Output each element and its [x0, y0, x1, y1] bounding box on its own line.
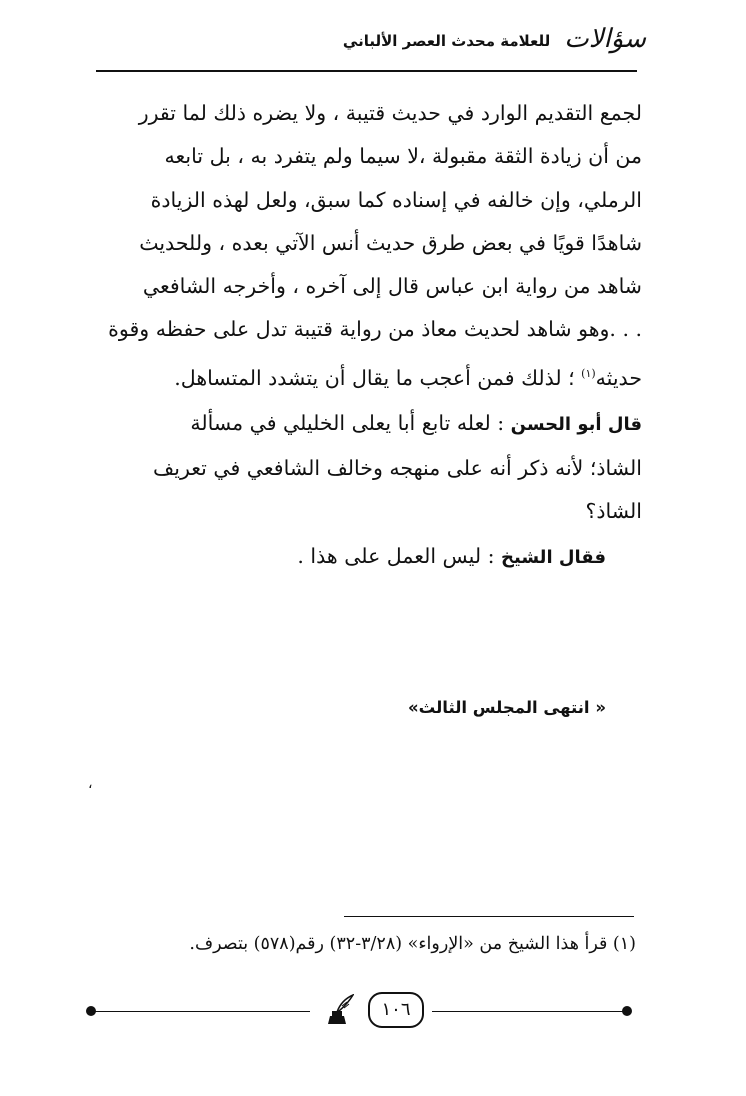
ornament-line-right: [432, 1011, 626, 1012]
footnote-rule: [344, 916, 634, 917]
stray-mark: ،: [88, 776, 93, 792]
question-line: الشاذ؟: [585, 499, 642, 523]
body-line: شاهدًا قويًا في بعض طرق حديث أنس الآتي بعده ، وللحديث: [139, 230, 642, 255]
body-line: لجمع التقديم الوارد في حديث قتيبة ، ولا يضره ذلك لما تقرر: [138, 101, 642, 125]
question-paragraph: [102, 402, 642, 534]
body-line: . . .وهو شاهد لحديث معاذ من رواية قتيبة تدل على حفظه وقوة: [108, 317, 642, 342]
body-last-line: [102, 352, 642, 400]
answer-text: : ليس العمل على هذا .: [297, 544, 502, 568]
footnote-reference: (١): [581, 366, 596, 380]
page-footer-ornament: [86, 992, 632, 1032]
running-header: [343, 26, 646, 52]
question-speaker: قال أبو الحسن: [510, 414, 642, 435]
header-logo: سؤالات: [564, 24, 646, 54]
body-line: الرملي، وإن خالفه في إسناده كما سبق، ولعل لهذه الزيادة: [150, 187, 642, 212]
footnote: (١) قرأ هذا الشيخ من «الإرواء» (٣/٢٨-٣٢) رقم(٥٧٨) بتصرف.: [189, 934, 636, 954]
page-number: ١٠٦: [368, 992, 424, 1028]
inkwell-quill-icon: [320, 994, 354, 1028]
body-line: شاهد من رواية ابن عباس قال إلى آخره ، وأخرجه الشافعي: [142, 274, 642, 299]
question-text: : لعله تابع أبا يعلى الخليلي في مسألة: [190, 411, 511, 435]
body-paragraph: [102, 92, 642, 400]
header-rule: [96, 70, 637, 72]
header-subtitle: للعلامة محدث العصر الألباني: [342, 32, 551, 50]
answer-speaker: فقال الشيخ: [501, 547, 606, 568]
session-end-note: « انتهى المجلس الثالث»: [407, 698, 606, 717]
ornament-dot-right: [622, 1006, 632, 1016]
body-last-rest: ؛ لذلك فمن أعجب ما يقال أن يتشدد المتساهل.: [174, 365, 582, 390]
ornament-line-left: [94, 1011, 310, 1012]
answer-paragraph: [297, 540, 606, 574]
body-line: من أن زيادة الثقة مقبولة ،لا سيما ولم يتفرد به ، بل تابعه: [164, 144, 642, 169]
question-line: الشاذ؛ لأنه ذكر أنه على منهجه وخالف الشافعي في تعريف: [153, 455, 642, 480]
body-last-word: حديثه: [595, 365, 642, 390]
question-line: [102, 402, 642, 447]
